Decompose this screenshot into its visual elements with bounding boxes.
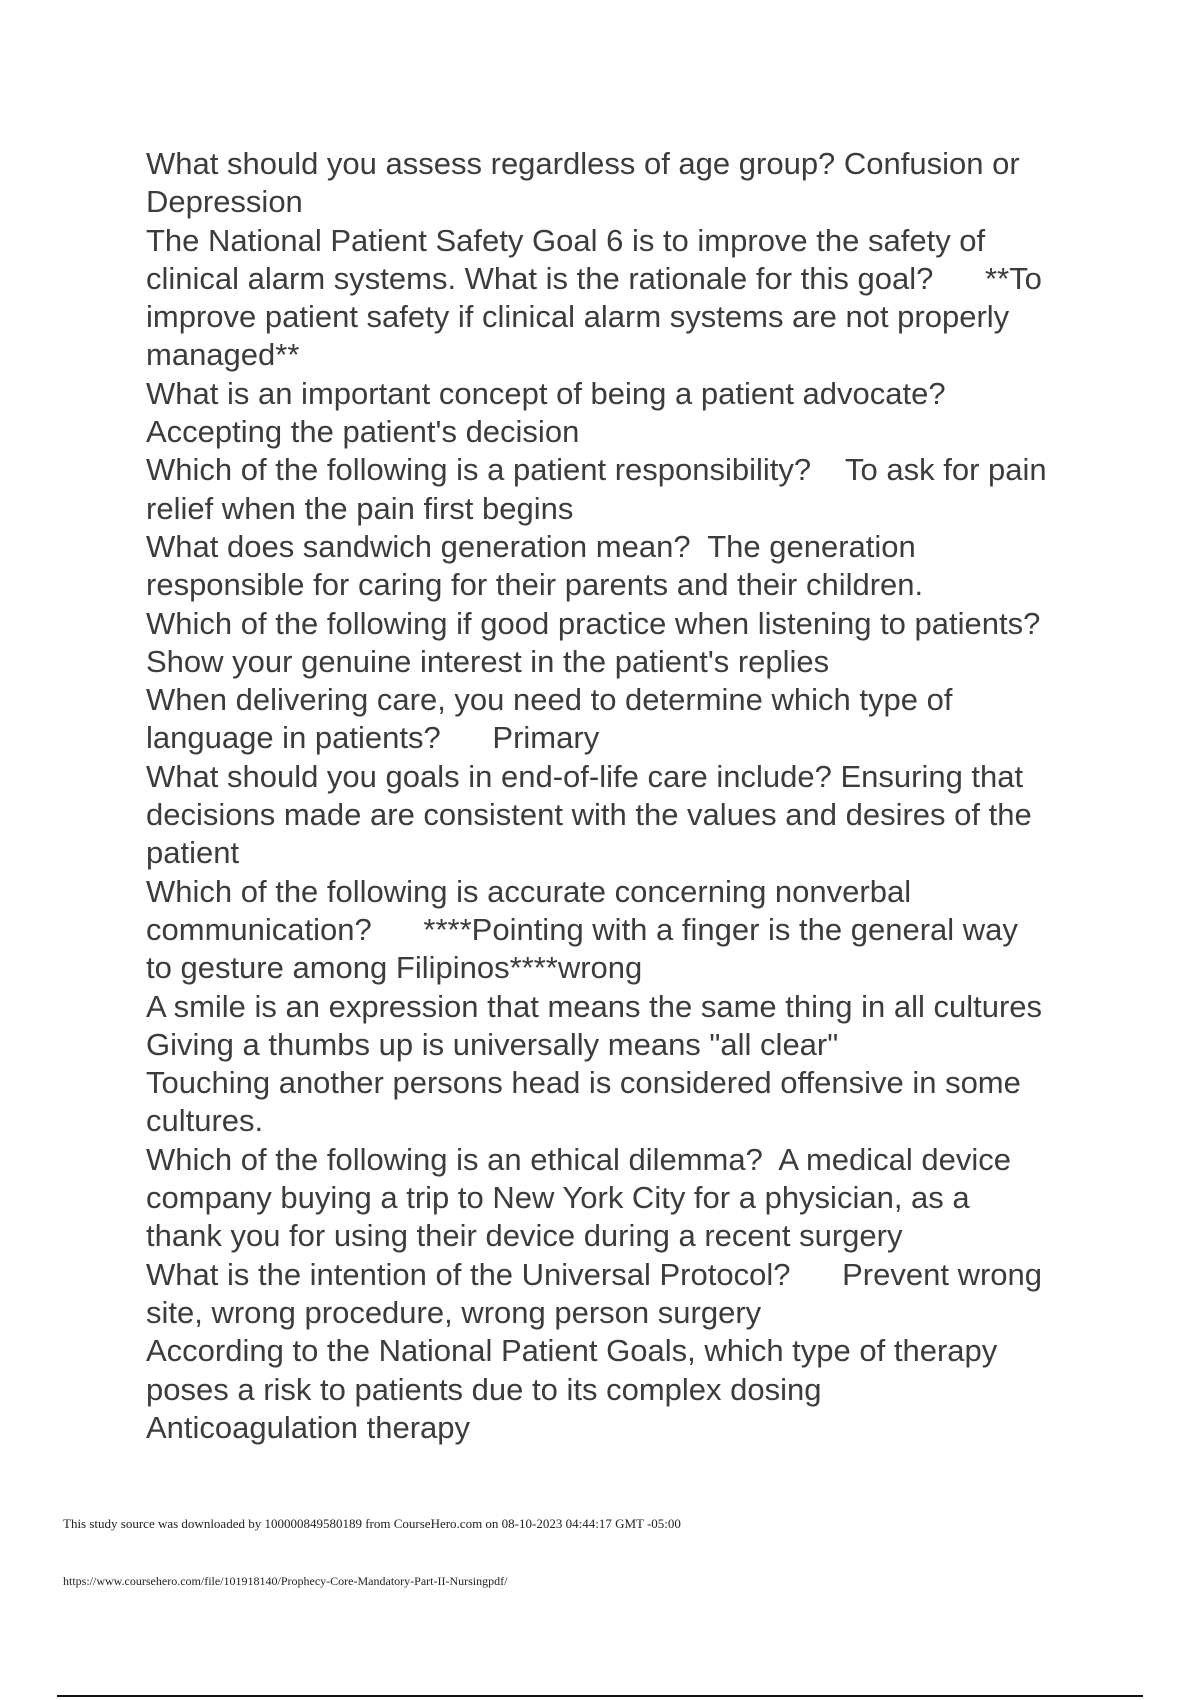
text-line: A smile is an expression that means the same thing in all cultures xyxy=(146,988,1043,1024)
text-line: managed** xyxy=(146,337,300,373)
source-url: https://www.coursehero.com/file/101918140/Prophecy-Core-Mandatory-Part-II-Nursingpdf/ xyxy=(63,1574,508,1588)
text-line: Touching another persons head is considered offensive in some xyxy=(146,1065,1021,1101)
text-line: relief when the pain first begins xyxy=(146,490,574,526)
text-line: language in patients? Primary xyxy=(146,720,600,756)
text-line: to gesture among Filipinos****wrong xyxy=(146,950,643,986)
text-line: communication? ****Pointing with a finger is the general way xyxy=(146,911,1018,947)
text-line: Giving a thumbs up is universally means "all clear" xyxy=(146,1026,839,1062)
text-line: Which of the following is accurate concerning nonverbal xyxy=(146,873,912,909)
text-line: company buying a trip to New York City for a physician, as a xyxy=(146,1180,970,1216)
text-line: Which of the following is an ethical dilemma? A medical device xyxy=(146,1141,1011,1177)
text-line: What should you goals in end-of-life care include? Ensuring that xyxy=(146,758,1024,794)
text-line: According to the National Patient Goals, which type of therapy xyxy=(146,1333,998,1369)
text-line: improve patient safety if clinical alarm systems are not properly xyxy=(146,299,1010,335)
text-line: decisions made are consistent with the values and desires of the xyxy=(146,797,1032,833)
text-line: Anticoagulation therapy xyxy=(146,1409,471,1445)
text-line: Depression xyxy=(146,184,303,220)
footer-divider xyxy=(57,1695,1143,1697)
document-body xyxy=(146,145,1086,1447)
text-line: site, wrong procedure, wrong person surgery xyxy=(146,1294,762,1330)
text-line: What should you assess regardless of age group? Confusion or xyxy=(146,146,1020,181)
text-line: The National Patient Safety Goal 6 is to improve the safety of xyxy=(146,222,986,258)
text-line: clinical alarm systems. What is the rationale for this goal? **To xyxy=(146,260,1042,296)
text-line: Which of the following if good practice when listening to patients? xyxy=(146,605,1041,641)
text-line: What is the intention of the Universal Protocol? Prevent wrong xyxy=(146,1256,1043,1292)
text-line: What does sandwich generation mean? The generation xyxy=(146,528,916,564)
text-line: When delivering care, you need to determine which type of xyxy=(146,682,953,718)
text-line: cultures. xyxy=(146,1103,264,1139)
text-line: thank you for using their device during a recent surgery xyxy=(146,1218,903,1254)
text-line: Accepting the patient's decision xyxy=(146,414,580,450)
text-line: patient xyxy=(146,835,240,871)
text-line: Show your genuine interest in the patient's replies xyxy=(146,643,830,679)
text-line: Which of the following is a patient responsibility? To ask for pain xyxy=(146,452,1047,488)
download-source-note: This study source was downloaded by 100000849580189 from CourseHero.com on 08-10-2023 04:44:17 GMT -05:00 xyxy=(63,1516,681,1531)
text-line: poses a risk to patients due to its complex dosing xyxy=(146,1371,822,1407)
text-line: responsible for caring for their parents and their children. xyxy=(146,567,924,603)
text-line: What is an important concept of being a patient advocate? xyxy=(146,375,946,411)
